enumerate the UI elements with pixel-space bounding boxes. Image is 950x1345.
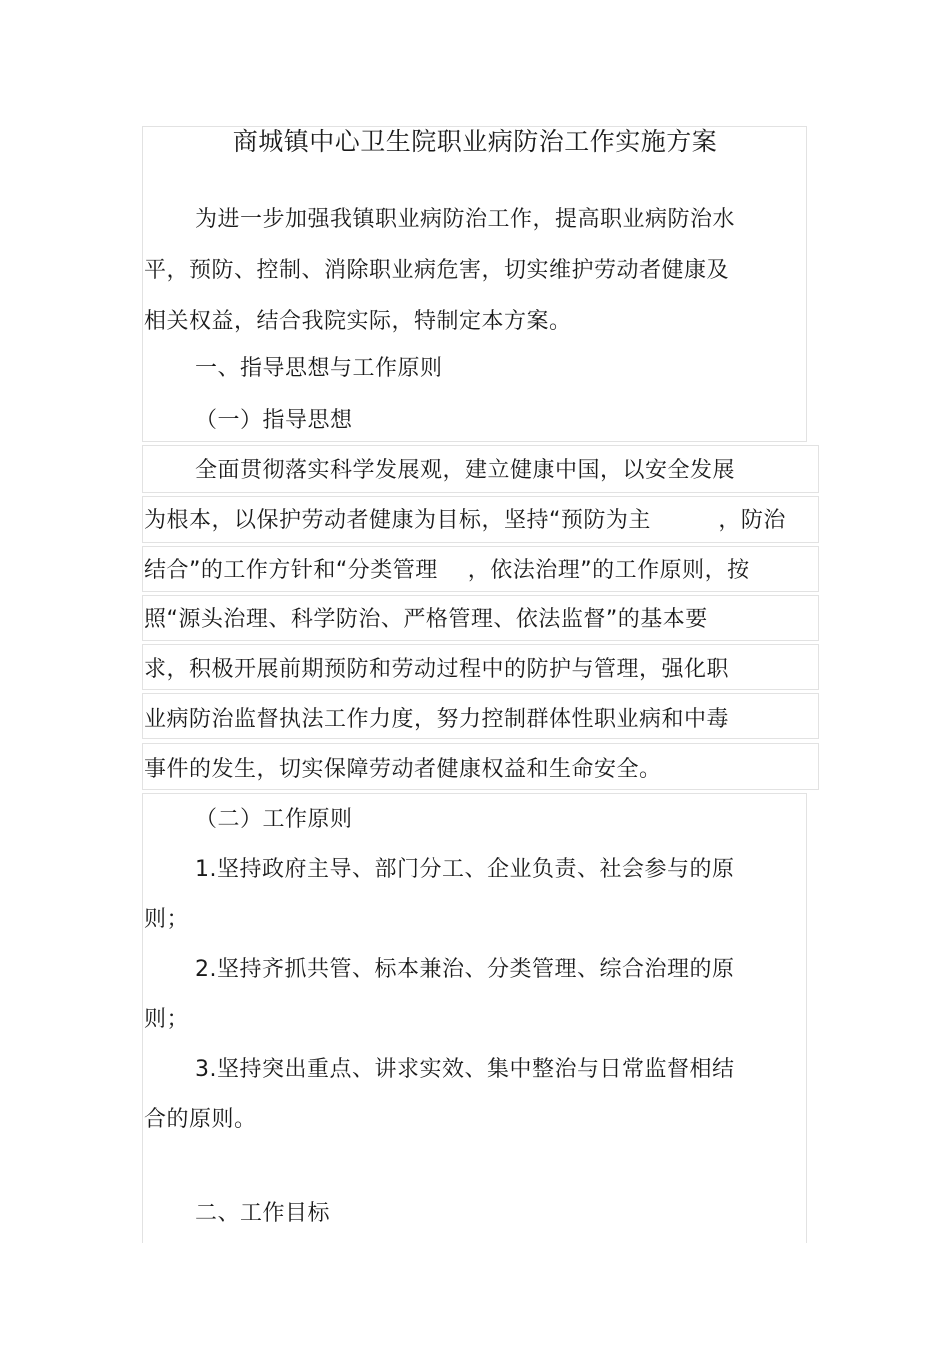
intro-line: 为进一步加强我镇职业病防治工作，提高职业病防治水 [195,207,736,232]
subsection-heading: （一）指导思想 [195,408,353,433]
subsection-heading: （二）工作原则 [195,807,353,832]
paragraph-line: 求，积极开展前期预防和劳动过程中的防护与管理，强化职 [144,657,730,682]
document-title: 商城镇中心卫生院职业病防治工作实施方案 [232,127,718,156]
intro-line: 平，预防、控制、消除职业病危害，切实维护劳动者健康及 [144,258,730,283]
principle-item: 1.坚持政府主导、部门分工、企业负责、社会参与的原 [195,857,735,882]
section-heading: 一、指导思想与工作原则 [195,356,443,381]
paragraph-line: 业病防治监督执法工作力度，努力控制群体性职业病和中毒 [144,707,730,732]
paragraph-line: 为根本，以保护劳动者健康为目标，坚持“预防为主 ，防治 [144,508,786,533]
intro-line: 相关权益，结合我院实际，特制定本方案。 [144,309,572,334]
section-heading: 二、工作目标 [195,1201,331,1226]
principle-item: 3.坚持突出重点、讲求实效、集中整治与日常监督相结 [195,1057,735,1082]
paragraph-line: 事件的发生，切实保障劳动者健康权益和生命安全。 [144,757,662,782]
paragraph-line: 全面贯彻落实科学发展观，建立健康中国，以安全发展 [195,458,736,483]
principle-item-continuation: 合的原则。 [144,1107,257,1132]
principle-item-continuation: 则； [144,1007,190,1032]
paragraph-line: 结合”的工作方针和“分类管理 ，依法治理”的工作原则，按 [144,558,750,583]
principle-item-continuation: 则； [144,907,190,932]
paragraph-line: 照“源头治理、科学防治、严格管理、依法监督”的基本要 [144,607,708,632]
principle-item: 2.坚持齐抓共管、标本兼治、分类管理、综合治理的原 [195,957,735,982]
